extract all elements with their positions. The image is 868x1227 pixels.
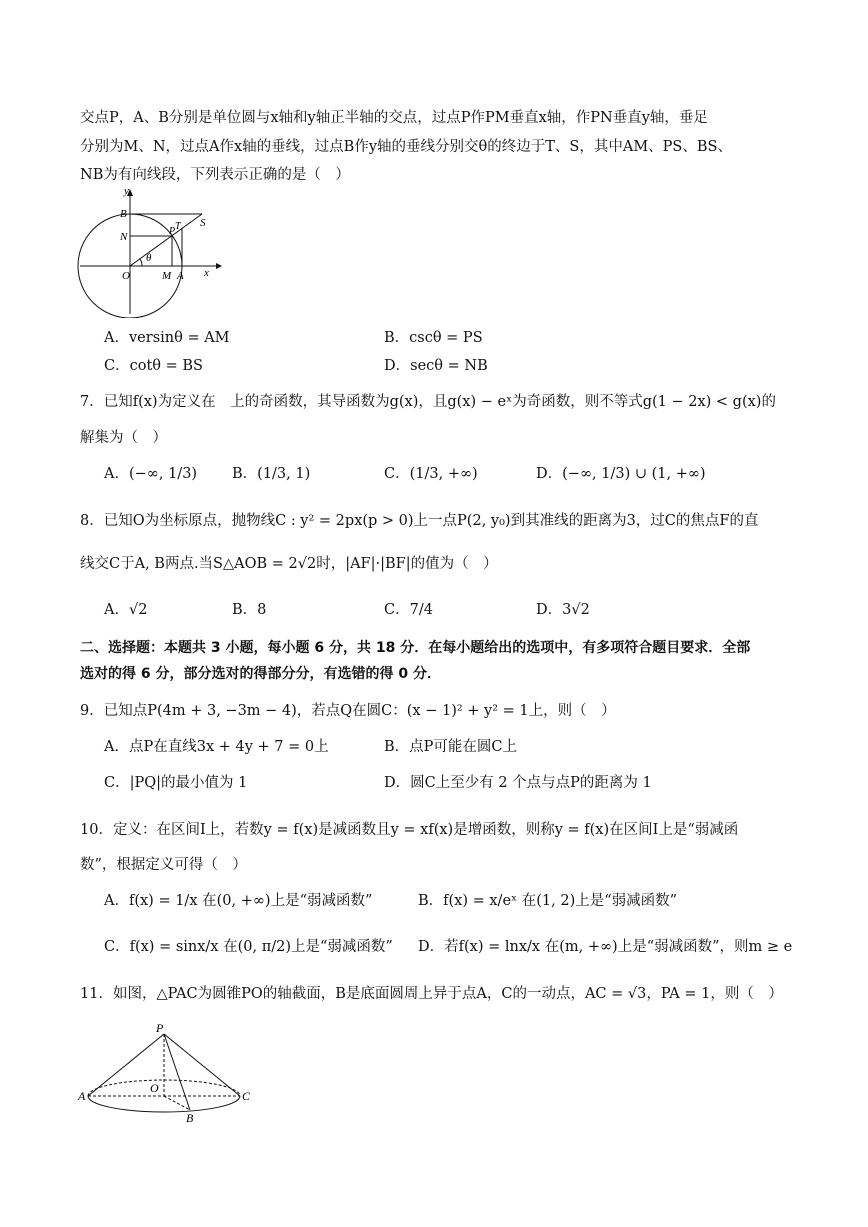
option-letter: C． bbox=[384, 466, 410, 482]
option-text: versinθ = AM bbox=[128, 330, 230, 346]
q9-stem: 9．已知点P(4m + 3, −3m − 4)，若点Q在圆C：(x − 1)² + y² = 1上，则（ ） bbox=[80, 703, 616, 719]
q8-stem-line-2: 线交C于A, B两点.当S△AOB = 2√2时，|AF|·|BF|的值为（ ） bbox=[80, 556, 498, 572]
q9-option-d[interactable] bbox=[384, 773, 652, 793]
option-text: secθ = NB bbox=[410, 358, 488, 374]
q7-option-d[interactable] bbox=[536, 464, 706, 484]
option-text: 若f(x) = lnx/x 在(m, +∞)上是“弱减函数”，则m ≥ e bbox=[444, 939, 793, 955]
option-letter: A． bbox=[104, 893, 129, 909]
fig-label-theta: θ bbox=[146, 252, 152, 264]
fig-label-O: O bbox=[122, 270, 130, 282]
q6-option-a[interactable] bbox=[104, 328, 230, 348]
section-2-heading: 二、选择题：本题共 3 小题，每小题 6 分，共 18 分．在每小题给出的选项中，有多项符合题目要求．全部 bbox=[80, 640, 751, 656]
fig-label-N: N bbox=[120, 231, 128, 243]
q6-stem-line-1: 交点P，A、B分别是单位圆与x轴和y轴正半轴的交点，过点P作PM垂直x轴，作PN垂直y轴，垂足 bbox=[80, 110, 708, 126]
option-letter: D． bbox=[384, 775, 411, 791]
option-letter: B． bbox=[418, 893, 444, 909]
q8-option-b[interactable] bbox=[232, 600, 266, 620]
q7-stem-line-1: 7．已知f(x)为定义在 上的奇函数，其导函数为g(x)，且g(x) − eˣ为奇函数，则不等式g(1 − 2x) < g(x)的 bbox=[80, 394, 776, 410]
q6-option-d[interactable] bbox=[384, 356, 488, 376]
q8-option-c[interactable] bbox=[384, 600, 433, 620]
q10-option-b[interactable] bbox=[418, 891, 677, 911]
option-text: 点P在直线3x + 4y + 7 = 0上 bbox=[128, 739, 329, 755]
q10-stem-line-2: 数”，根据定义可得（ ） bbox=[80, 857, 247, 873]
option-letter: A． bbox=[104, 739, 129, 755]
fig-label-T: T bbox=[175, 221, 181, 232]
option-letter: D． bbox=[536, 466, 563, 482]
q7-option-b[interactable] bbox=[232, 464, 310, 484]
fig-label-A: A bbox=[177, 270, 184, 282]
cone-label-B: B bbox=[186, 1111, 194, 1124]
option-letter: B． bbox=[232, 602, 258, 618]
fig-label-y: y bbox=[124, 186, 129, 197]
option-text: 3√2 bbox=[562, 602, 590, 618]
option-letter: B． bbox=[384, 330, 410, 346]
q9-option-c[interactable] bbox=[104, 773, 247, 793]
q8-option-a[interactable] bbox=[104, 600, 147, 620]
option-letter: C． bbox=[104, 775, 130, 791]
option-text: f(x) = x/eˣ 在(1, 2)上是“弱减函数” bbox=[443, 893, 678, 909]
option-letter: A． bbox=[104, 466, 129, 482]
q9-option-b[interactable] bbox=[384, 737, 517, 757]
cone-label-A: A bbox=[78, 1089, 86, 1103]
fig-label-x: x bbox=[204, 267, 209, 279]
q6-option-c[interactable] bbox=[104, 356, 203, 376]
option-text: 8 bbox=[257, 602, 267, 618]
option-text: (1/3, +∞) bbox=[409, 466, 478, 482]
q10-stem-line-1: 10．定义：在区间I上，若数y = f(x)是减函数且y = xf(x)是增函数，则称y = f(x)在区间I上是“弱减函 bbox=[80, 822, 739, 838]
option-letter: C． bbox=[104, 939, 130, 955]
option-letter: C． bbox=[104, 358, 130, 374]
fig-label-P: P bbox=[169, 226, 176, 237]
option-text: 圆C上至少有 2 个点与点P的距离为 1 bbox=[410, 775, 652, 791]
q8-option-d[interactable] bbox=[536, 600, 590, 620]
fig-label-B: B bbox=[120, 208, 127, 220]
q10-option-a[interactable] bbox=[104, 891, 372, 911]
option-letter: C． bbox=[384, 602, 410, 618]
q9-option-a[interactable] bbox=[104, 737, 329, 757]
option-letter: B． bbox=[232, 466, 258, 482]
fig-label-S: S bbox=[200, 217, 206, 229]
q11-stem: 11．如图，△PAC为圆锥PO的轴截面，B是底面圆周上异于点A，C的一动点，AC = √3，PA = 1，则（ ） bbox=[80, 986, 783, 1002]
fig-label-M: M bbox=[162, 270, 172, 282]
option-letter: A． bbox=[104, 602, 129, 618]
option-text: (−∞, 1/3) bbox=[128, 466, 198, 482]
option-letter: D． bbox=[536, 602, 563, 618]
option-text: 7/4 bbox=[409, 602, 433, 618]
option-text: f(x) = 1/x 在(0, +∞)上是“弱减函数” bbox=[128, 893, 373, 909]
option-letter: D． bbox=[418, 939, 445, 955]
q10-option-c[interactable] bbox=[104, 937, 393, 957]
option-text: f(x) = sinx/x 在(0, π/2)上是“弱减函数” bbox=[129, 939, 393, 955]
option-text: (−∞, 1/3) ∪ (1, +∞) bbox=[562, 466, 706, 482]
option-letter: B． bbox=[384, 739, 410, 755]
q7-option-a[interactable] bbox=[104, 464, 197, 484]
option-text: |PQ|的最小值为 1 bbox=[129, 775, 248, 791]
q10-option-d[interactable] bbox=[418, 937, 792, 957]
option-letter: A． bbox=[104, 330, 129, 346]
option-text: cotθ = BS bbox=[129, 358, 203, 374]
option-text: cscθ = PS bbox=[409, 330, 483, 346]
q8-stem-line-1: 8．已知O为坐标原点，抛物线C : y² = 2px(p > 0)上一点P(2, y₀)到其准线的距离为3，过C的焦点F的直 bbox=[80, 513, 759, 529]
option-text: √2 bbox=[128, 602, 148, 618]
cone-label-O: O bbox=[150, 1081, 159, 1095]
cone-figure bbox=[76, 1020, 256, 1124]
option-letter: D． bbox=[384, 358, 411, 374]
option-text: 点P可能在圆C上 bbox=[409, 739, 518, 755]
section-2-rules: 选对的得 6 分，部分选对的得部分分，有选错的得 0 分． bbox=[80, 666, 441, 682]
q6-stem-line-3: NB为有向线段，下列表示正确的是（ ） bbox=[80, 167, 350, 183]
cone-label-C: C bbox=[242, 1089, 251, 1103]
cone-label-P: P bbox=[156, 1021, 164, 1035]
option-text: (1/3, 1) bbox=[257, 466, 311, 482]
q7-option-c[interactable] bbox=[384, 464, 478, 484]
q6-stem-line-2: 分别为M、N，过点A作x轴的垂线，过点B作y轴的垂线分别交θ的终边于T、S，其中AM、PS、BS、 bbox=[80, 139, 732, 155]
unit-circle-figure bbox=[76, 186, 226, 318]
q7-stem-line-2: 解集为（ ） bbox=[80, 430, 167, 446]
q6-option-b[interactable] bbox=[384, 328, 483, 348]
